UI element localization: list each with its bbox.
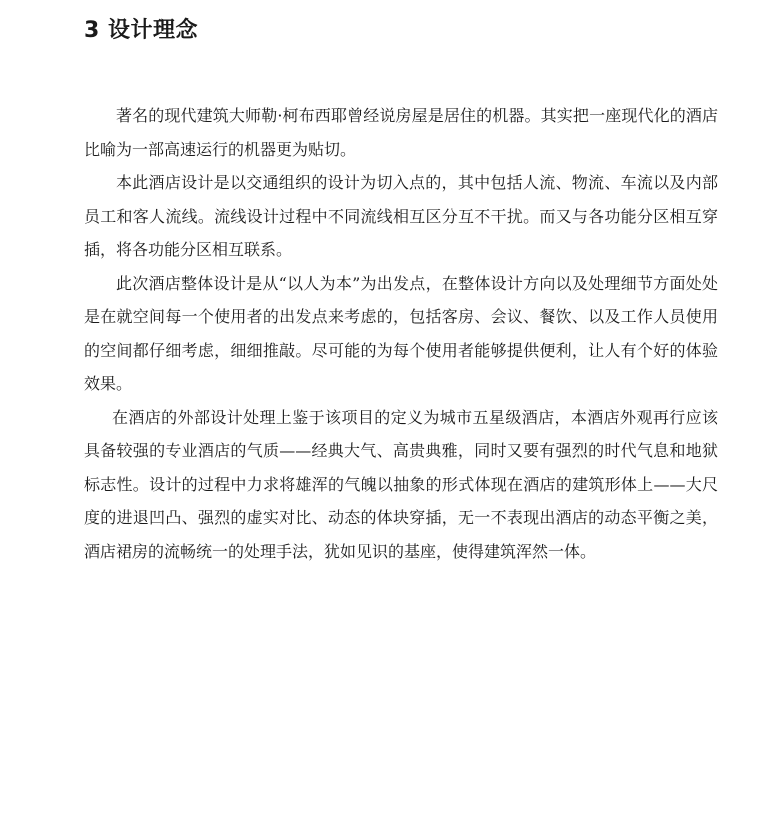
section-heading: 3 设计理念 (84, 18, 198, 43)
paragraph-2: 本此酒店设计是以交通组织的设计为切入点的，其中包括人流、物流、车流以及内部员工和客人流线。流线设计过程中不同流线相互区分互不干扰。而又与各功能分区相互穿插，将各功能分区相互联系。 (84, 173, 718, 259)
paragraph-3: 此次酒店整体设计是从“以人为本”为出发点，在整体设计方向以及处理细节方面处处是在就空间每一个使用者的出发点来考虑的，包括客房、会议、餐饮、以及工作人员使用的空间都仔细考虑，细细推敲。尽可能的为每个使用者能够提供便利，让人有个好的体验效果。 (84, 273, 718, 393)
body-text (84, 99, 718, 568)
paragraph-1: 著名的现代建筑大师勒·柯布西耶曾经说房屋是居住的机器。其实把一座现代化的酒店比喻为一部高速运行的机器更为贴切。 (84, 106, 718, 159)
paragraph-4: 在酒店的外部设计处理上鉴于该项目的定义为城市五星级酒店，本酒店外观再行应该具备较强的专业酒店的气质——经典大气、高贵典雅，同时又要有强烈的时代气息和地狱标志性。设计的过程中力求将雄浑的气魄以抽象的形式体现在酒店的建筑形体上——大尺度的进退凹凸、强烈的虚实对比、动态的体块穿插，无一不表现出酒店的动态平衡之美，酒店裙房的流畅统一的处理手法，犹如见识的基座，使得建筑浑然一体。 (84, 407, 718, 561)
